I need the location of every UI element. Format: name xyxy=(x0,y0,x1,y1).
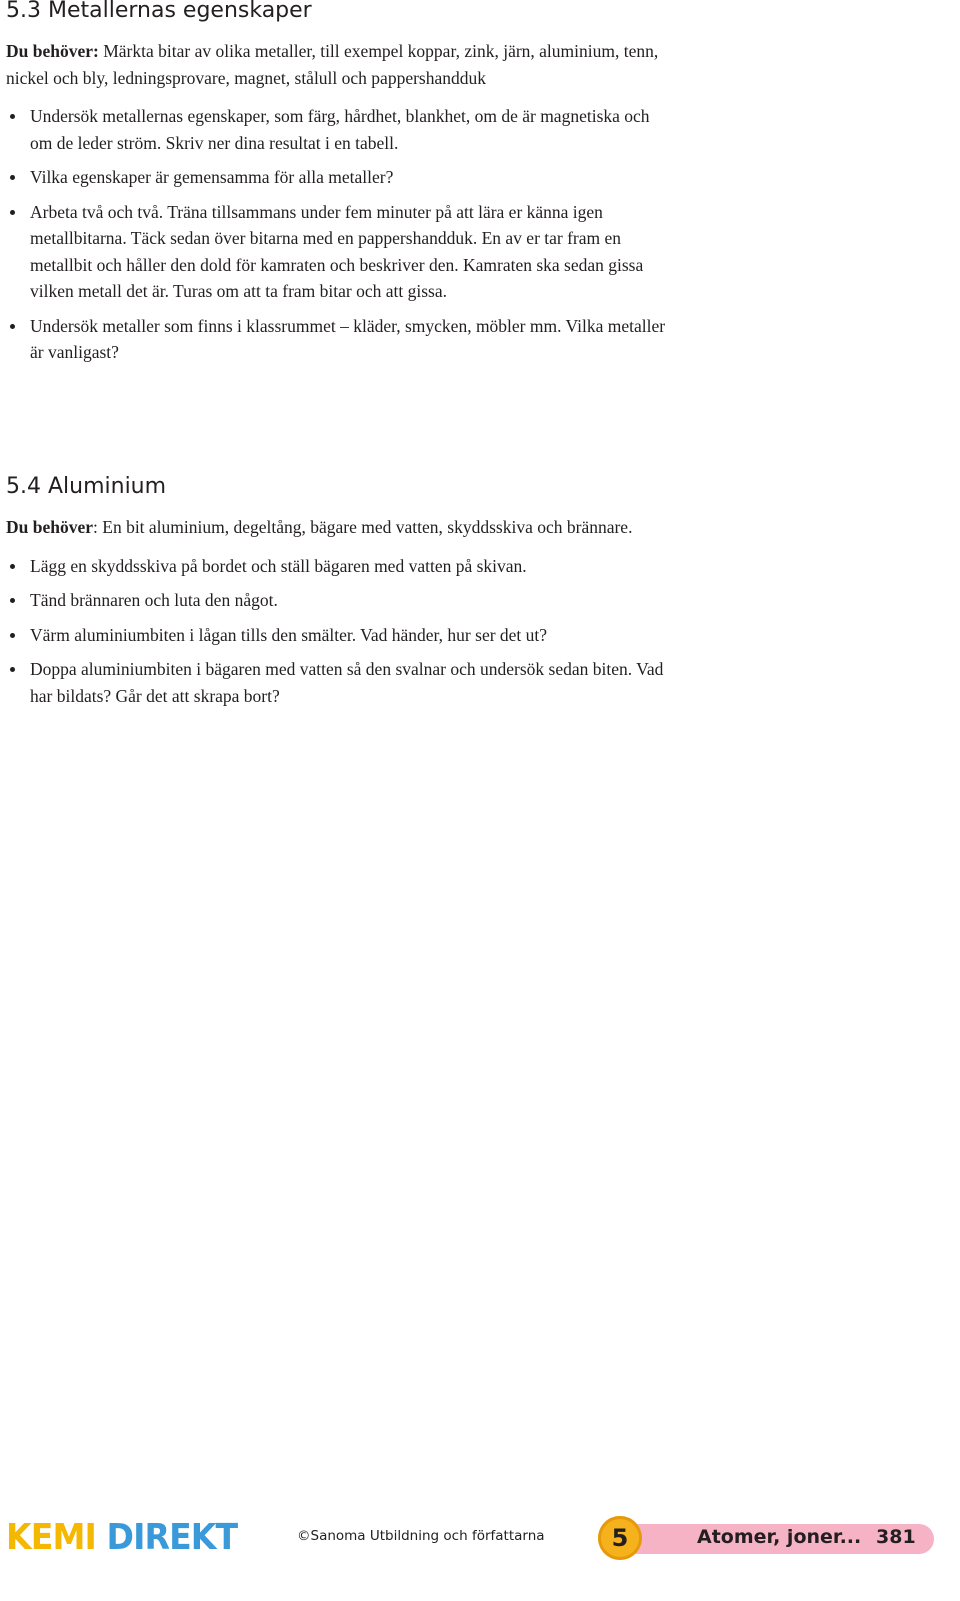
logo-direkt: DIREKT xyxy=(106,1517,238,1558)
bullet-icon xyxy=(10,598,15,603)
list-item-text: Arbeta två och två. Träna tillsammans under fem minuter på att lära er känna igen metallbitarna. Täck sedan över bitarna med en pappershandduk. En av er tar fram en metallbit och håller den dold för kamraten och beskriver den. Kamraten ska sedan gissa vilken metall det är. Turas om att ta fram bitar och att gissa. xyxy=(30,201,644,301)
bullet-icon xyxy=(10,175,15,180)
chapter-number-badge: 5 xyxy=(598,1516,642,1560)
list-item-text: Värm aluminiumbiten i lågan tills den smälter. Vad händer, hur ser det ut? xyxy=(30,624,548,645)
bullet-icon xyxy=(10,114,15,119)
bullet-icon xyxy=(10,210,15,215)
instruction-list xyxy=(6,103,666,366)
list-item-text: Lägg en skyddsskiva på bordet och ställ bägaren med vatten på skivan. xyxy=(30,555,527,576)
section-aluminium xyxy=(6,470,666,717)
list-item xyxy=(6,587,666,614)
list-item xyxy=(6,103,666,156)
kemi-direkt-logo xyxy=(6,1516,237,1560)
copyright-notice: ©Sanoma Utbildning och författarna xyxy=(297,1528,545,1544)
page-footer xyxy=(0,1508,960,1568)
bullet-icon xyxy=(10,564,15,569)
list-item-text: Tänd brännaren och luta den något. xyxy=(30,590,278,610)
list-item-text: Vilka egenskaper är gemensamma för alla metaller? xyxy=(30,167,394,187)
materials-needed xyxy=(6,514,666,541)
list-item xyxy=(6,622,666,649)
logo-kemi: KEMI xyxy=(6,1517,96,1558)
bullet-icon xyxy=(10,324,15,329)
list-item-text: Undersök metallernas egenskaper, som färg, hårdhet, blankhet, om de är magnetiska och om de leder ström. Skriv ner dina resultat i en tabell. xyxy=(30,106,650,153)
materials-needed xyxy=(6,38,666,91)
list-item xyxy=(6,164,666,191)
materials-label: Du behöver: xyxy=(6,41,99,61)
section-title: 5.3 Metallernas egenskaper xyxy=(6,0,312,23)
page-number: 381 xyxy=(876,1526,916,1548)
bullet-icon xyxy=(10,667,15,672)
section-title: 5.4 Aluminium xyxy=(6,474,167,499)
list-item xyxy=(6,199,650,305)
list-item xyxy=(6,656,666,709)
materials-label: Du behöver xyxy=(6,517,94,537)
materials-text: : En bit aluminium, degeltång, bägare med vatten, skyddsskiva och brännare. xyxy=(93,517,633,537)
list-item xyxy=(6,553,666,580)
chapter-name: Atomer, joner... xyxy=(697,1526,862,1548)
instruction-list xyxy=(6,553,666,710)
materials-text: Märkta bitar av olika metaller, till exempel koppar, zink, järn, aluminium, tenn, nickel och bly, ledningsprovare, magnet, stålull och pappershandduk xyxy=(6,41,659,88)
list-item-text: Doppa aluminiumbiten i bägaren med vatten så den svalnar och undersök sedan biten. Vad har bildats? Går det att skrapa bort? xyxy=(30,659,664,706)
list-item xyxy=(6,313,666,366)
list-item-text: Undersök metaller som finns i klassrummet – kläder, smycken, möbler mm. Vilka metaller är vanligast? xyxy=(30,315,666,362)
section-metal-properties xyxy=(6,0,666,374)
bullet-icon xyxy=(10,633,15,638)
